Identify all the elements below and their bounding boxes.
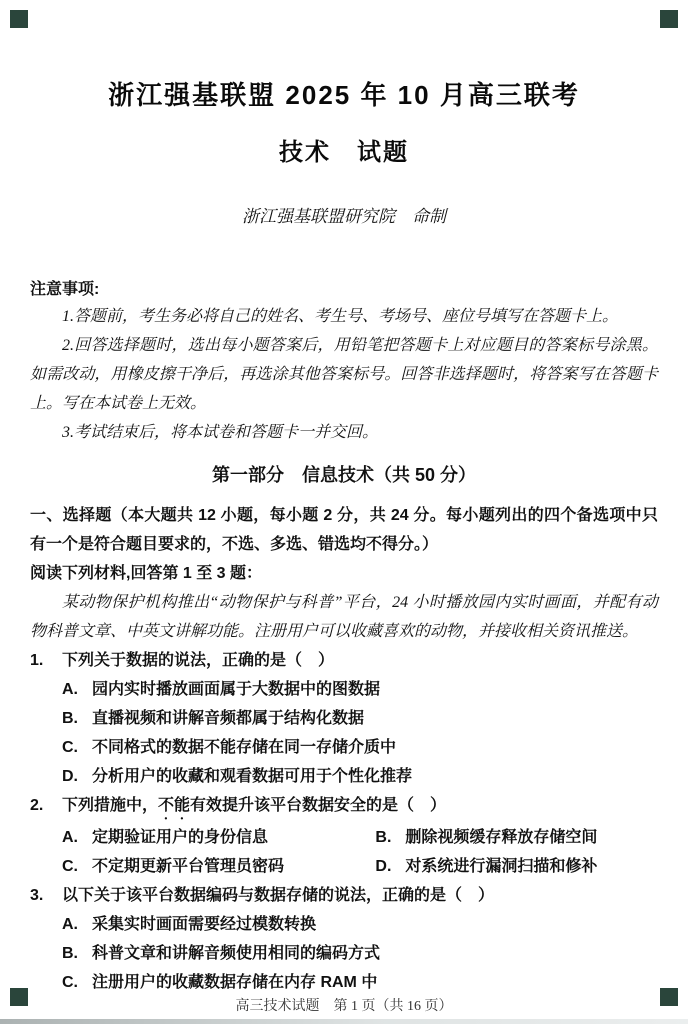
option-text: 直播视频和讲解音频都属于结构化数据 xyxy=(92,710,365,727)
option-label: B. xyxy=(62,710,78,727)
question-3-option-a xyxy=(30,910,658,939)
question-number: 3. xyxy=(30,887,44,904)
option-text: 园内实时播放画面属于大数据中的图数据 xyxy=(92,681,381,698)
question-2-option-b xyxy=(375,823,658,852)
option-text: 分析用户的收藏和观看数据可用于个性化推荐 xyxy=(92,768,413,785)
instruction-label: 一、选择题 xyxy=(30,507,112,524)
question-stem-text: 以下关于该平台数据编码与数据存储的说法，正确的是（ ） xyxy=(62,887,495,904)
option-text: 不同格式的数据不能存储在同一存储介质中 xyxy=(92,739,397,756)
option-label: A. xyxy=(62,916,78,933)
option-text: 注册用户的收藏数据存储在内存 RAM 中 xyxy=(92,974,378,991)
notice-section xyxy=(30,278,658,447)
material-heading: 阅读下列材料,回答第 1 至 3 题： xyxy=(30,565,263,582)
question-3-option-b xyxy=(30,939,658,968)
question-1-stem xyxy=(30,646,658,675)
question-1-option-c xyxy=(30,733,658,762)
question-3-option-c xyxy=(30,968,658,997)
option-label: C. xyxy=(62,858,78,875)
material-text: 某动物保护机构推出“动物保护与科普”平台，24 小时播放园内实时画面，并配有动物科普文章、中英文讲解功能。注册用户可以收藏喜欢的动物，并接收相关资讯推送。 xyxy=(30,594,658,640)
option-text: 定期验证用户的身份信息 xyxy=(92,829,269,846)
question-2-options-row-2 xyxy=(30,852,658,881)
option-label: A. xyxy=(62,829,78,846)
option-text: 科普文章和讲解音频使用相同的编码方式 xyxy=(92,945,381,962)
question-2-stem xyxy=(30,791,658,823)
question-1-option-a xyxy=(30,675,658,704)
question-stem-text: 下列关于数据的说法，正确的是（ ） xyxy=(62,652,335,669)
page-footer: 高三技术试题 第 1 页（共 16 页） xyxy=(235,999,453,1014)
notice-heading: 注意事项: xyxy=(30,281,100,298)
section-heading: 第一部分 信息技术（共 50 分） xyxy=(211,465,477,485)
question-1-option-b xyxy=(30,704,658,733)
option-label: B. xyxy=(375,829,392,846)
option-label: D. xyxy=(62,768,78,785)
option-label: B. xyxy=(62,945,78,962)
option-text: 采集实时画面需要经过模数转换 xyxy=(92,916,317,933)
option-label: C. xyxy=(62,739,78,756)
question-number: 2. xyxy=(30,797,44,814)
exam-subject-title: 技术 试题 xyxy=(279,139,409,166)
notice-item-3: 3.考试结束后，将本试卷和答题卡一并交回。 xyxy=(62,424,379,441)
scan-edge-artifact xyxy=(0,1019,688,1024)
instruction-text: （本大题共 12 小题，每小题 2 分，共 24 分。每小题列出的四个备选项中只有一个是符合题目要求的，不选、多选、错选均不得分。） xyxy=(30,507,658,553)
exam-title: 浙江强基联盟 2025 年 10 月高三联考 xyxy=(108,80,580,110)
question-2-option-a xyxy=(30,823,375,852)
option-label: A. xyxy=(62,681,78,698)
question-2-options-row-1 xyxy=(30,823,658,852)
option-text: 对系统进行漏洞扫描和修补 xyxy=(405,858,598,875)
question-1-option-d xyxy=(30,762,658,791)
question-3-stem xyxy=(30,881,658,910)
notice-item-1: 1.答题前，考生务必将自己的姓名、考生号、考场号、座位号填写在答题卡上。 xyxy=(62,308,619,325)
exam-author-line: 浙江强基联盟研究院 命制 xyxy=(242,207,446,226)
question-number: 1. xyxy=(30,652,44,669)
corner-marker-top-left xyxy=(10,10,28,28)
option-label: D. xyxy=(375,858,392,875)
question-2-option-d xyxy=(375,852,658,881)
option-text: 不定期更新平台管理员密码 xyxy=(92,858,285,875)
corner-marker-top-right xyxy=(660,10,678,28)
notice-item-2: 2.回答选择题时，选出每小题答案后，用铅笔把答题卡上对应题目的答案标号涂黑。如需改动，用橡皮擦干净后，再选涂其他答案标号。回答非选择题时，将答案写在答题卡上。写在本试卷上无效。 xyxy=(30,337,658,412)
emphasized-text: 不能 xyxy=(158,797,191,814)
question-1 xyxy=(30,646,658,791)
option-label: C. xyxy=(62,974,78,991)
question-stem-text: 下列措施中，不能有效提升该平台数据安全的是（ ） xyxy=(62,797,447,814)
question-2-option-c xyxy=(30,852,375,881)
multiple-choice-instruction xyxy=(30,501,658,559)
option-text: 删除视频缓存释放存储空间 xyxy=(405,829,598,846)
question-3 xyxy=(30,881,658,997)
question-2 xyxy=(30,791,658,881)
